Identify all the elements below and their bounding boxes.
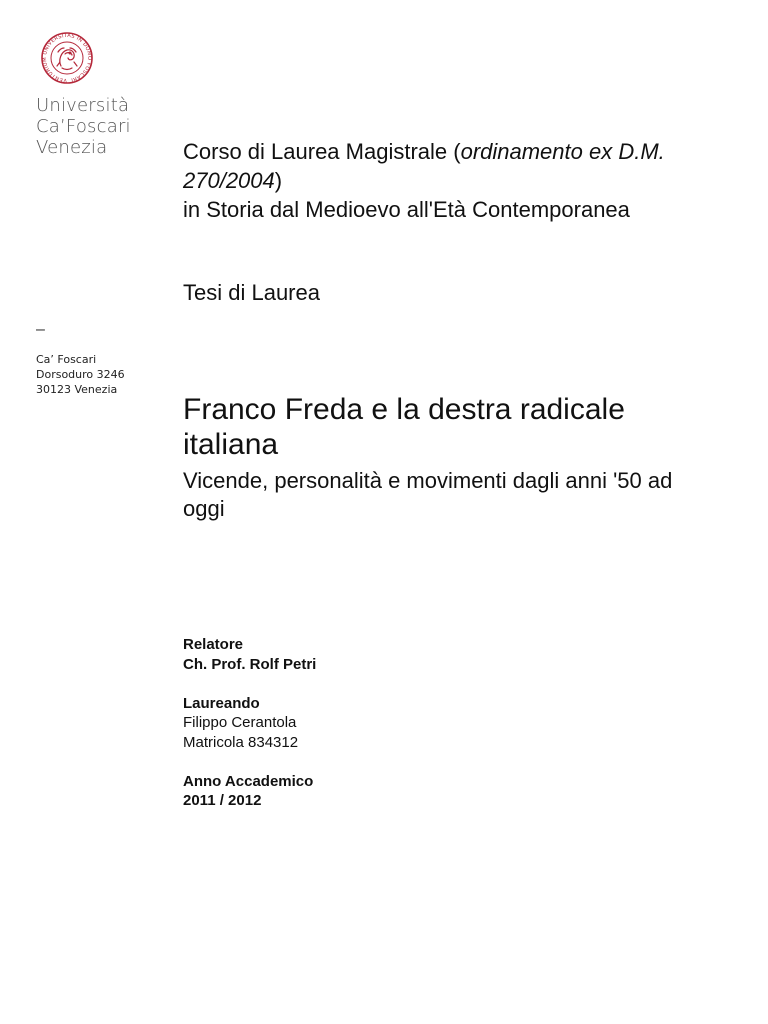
anno-label: Anno Accademico — [183, 772, 314, 790]
seal-icon — [32, 32, 102, 84]
seal-ring-text: VENTURIUM UNIVERSITAS IN DOMO FOSCARI — [41, 32, 93, 84]
university-name-line: Ca’Foscari — [36, 116, 131, 137]
thesis-title: Franco Freda e la destra radicale italiana — [183, 393, 625, 461]
address-separator: – — [36, 321, 45, 338]
document-type: Tesi di Laurea — [183, 280, 320, 305]
course-description — [183, 137, 713, 224]
address-line: Dorsoduro 3246 — [36, 368, 125, 381]
thesis-subtitle: Vicende, personalità e movimenti dagli anni '50 ad oggi — [183, 468, 673, 521]
university-name — [36, 95, 131, 158]
university-name-line: Università — [36, 95, 130, 116]
relatore-name: Ch. Prof. Rolf Petri — [183, 655, 317, 673]
relatore-label: Relatore — [183, 636, 244, 653]
address-line: 30123 Venezia — [36, 383, 118, 396]
course-suffix: ) — [274, 168, 283, 193]
anno-value: 2011 / 2012 — [183, 792, 262, 809]
course-prefix: Corso di Laurea Magistrale ( — [183, 139, 461, 164]
university-name-line: Venezia — [36, 137, 108, 158]
address-line: Ca’ Foscari — [36, 353, 97, 366]
thesis-metadata — [183, 635, 316, 811]
university-seal-logo — [32, 32, 102, 84]
course-ordinamento: ordinamento ex D.M. 270/2004 — [183, 139, 665, 193]
svg-text:VENTURIUM UNIVERSITAS IN DOMO — [42, 33, 92, 83]
laureando-label: Laureando — [183, 694, 260, 712]
laureando-name: Filippo Cerantola — [183, 714, 297, 731]
laureando-matricola: Matricola 834312 — [183, 733, 299, 751]
course-line2: in Storia dal Medioevo all'Età Contemporanea — [183, 197, 630, 222]
university-address — [36, 352, 125, 397]
